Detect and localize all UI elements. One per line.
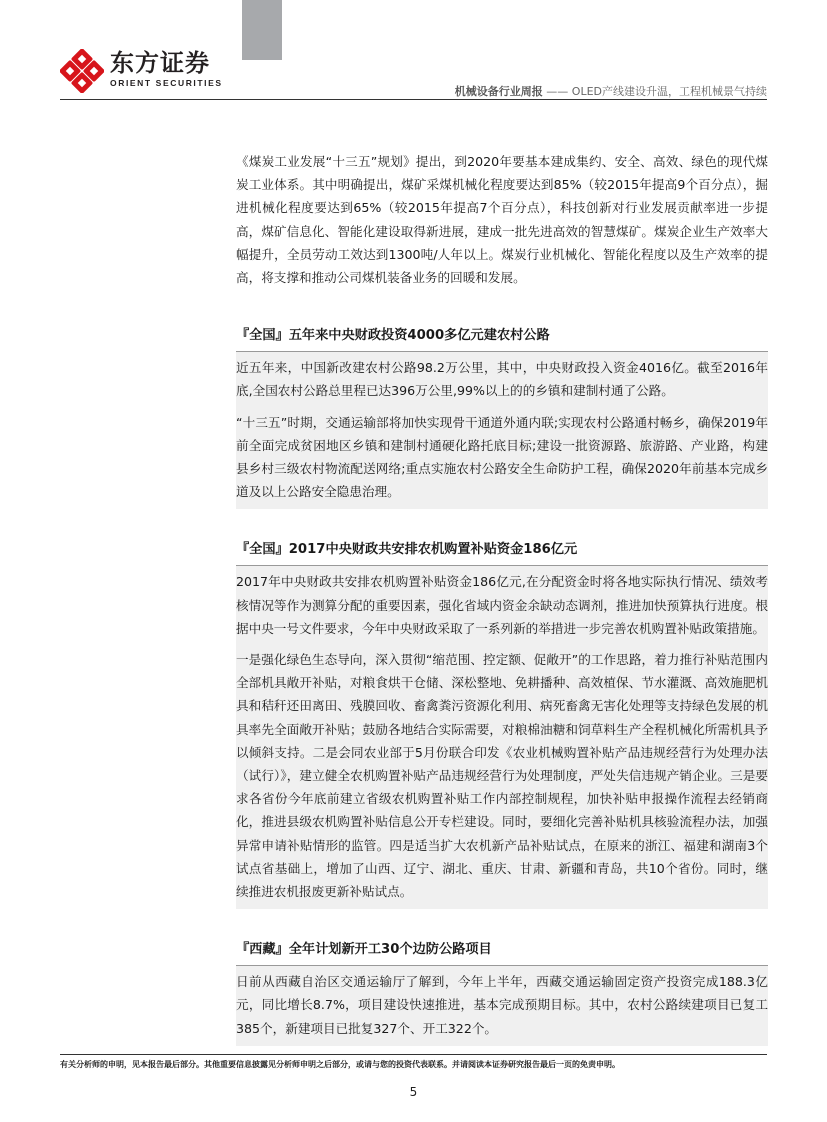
section-content <box>236 966 768 1046</box>
footer-divider <box>60 1054 767 1055</box>
section-rural-roads <box>236 325 768 509</box>
page-number: 5 <box>409 1085 418 1099</box>
section-heading: 『全国』五年来中央财政投资4000多亿元建农村公路 <box>236 325 768 352</box>
body-paragraph: 日前从西藏自治区交通运输厅了解到，今年上半年，西藏交通运输固定资产投资完成188.3亿元，同比增长8.7%，项目建设快速推进，基本完成预期目标。其中，农村公路续建项目已复工385个，新建项目已批复327个、开工322个。 <box>236 974 768 1036</box>
section-heading: 『西藏』全年计划新开工30个边防公路项目 <box>236 939 768 966</box>
body-paragraph: 一是强化绿色生态导向，深入贯彻“缩范围、控定额、促敞开”的工作思路，着力推行补贴范围内全部机具敞开补贴，对粮食烘干仓储、深松整地、免耕播种、高效植保、节水灌溉、高效施肥机具和秸秆还田离田、残膜回收、畜禽粪污资源化利用、病死畜禽无害化处理等支持绿色发展的机具率先全面敞开补贴；鼓励各地结合实际需要，对粮棉油糖和饲草料生产全程机械化所需机具予以倾斜支持。二是会同农业部于5月份联合印发《农业机械购置补贴产品违规经营行为处理办法（试行）》，建立健全农机购置补贴产品违规经营行为处理制度，严处失信违规产销企业。三是要求各省份今年底前建立省级农机购置补贴工作内部控制规程，加快补贴申报操作流程去经销商化，推进县级农机购置补贴信息公开专栏建设。同时，要细化完善补贴机具核验流程办法，加强异常申请补贴情形的监管。四是适当扩大农机新产品补贴试点，在原来的浙江、福建和湖南3个试点省基础上，增加了山西、辽宁、湖北、重庆、甘肃、新疆和青岛，共10个省份。同时，继续推进农机报废更新补贴试点。 <box>236 652 768 900</box>
section-heading: 『全国』2017中央财政共安排农机购置补贴资金186亿元 <box>236 539 768 566</box>
company-logo <box>60 49 223 93</box>
report-subtitle: OLED产线建设升温，工程机械景气持续 <box>571 85 767 98</box>
section-coal-plan <box>236 150 768 289</box>
section-farm-machinery-subsidy <box>236 539 768 909</box>
header-divider <box>60 99 767 100</box>
orient-logo-icon <box>60 49 104 93</box>
body-paragraph: 近五年来，中国新改建农村公路98.2万公里，其中，中央财政投入资金4016亿。截至2016年底,全国农村公路总里程已达396万公里,99%以上的的乡镇和建制村通了公路。 <box>236 360 768 399</box>
report-body <box>236 150 768 1046</box>
footer-disclaimer: 有关分析师的申明，见本报告最后部分。其他重要信息披露见分析师申明之后部分，或请与您的投资代表联系。并请阅读本证券研究报告最后一页的免责申明。 <box>60 1060 620 1069</box>
body-paragraph: 2017年中央财政共安排农机购置补贴资金186亿元,在分配资金时将各地实际执行情况、绩效考核情况等作为测算分配的重要因素，强化省域内资金余缺动态调剂，推进加快预算执行进度。根据中央一号文件要求，今年中央财政采取了一系列新的举措进一步完善农机购置补贴政策措施。 <box>236 574 768 636</box>
logo-english-name: ORIENT SECURITIES <box>110 78 223 88</box>
report-type: 机械设备行业周报 <box>454 85 543 98</box>
section-content <box>236 352 768 509</box>
body-paragraph: 《煤炭工业发展“十三五”规划》提出，到2020年要基本建成集约、安全、高效、绿色的现代煤炭工业体系。其中明确提出，煤矿采煤机械化程度要达到85%（较2015年提高9个百分点），掘进机械化程度要达到65%（较2015年提高7个百分点），科技创新对行业发展贡献率进一步提高，煤矿信息化、智能化建设取得新进展，建成一批先进高效的智慧煤矿。煤炭企业生产效率大幅提升，全员劳动工效达到1300吨/人年以上。煤炭行业机械化、智能化程度以及生产效率的提高，将支撑和推动公司煤机装备业务的回暖和发展。 <box>236 154 768 286</box>
logo-chinese-name: 东方证券 <box>110 49 210 77</box>
body-paragraph: “十三五”时期，交通运输部将加快实现骨干通道外通内联;实现农村公路通村畅乡，确保2019年前全面完成贫困地区乡镇和建制村通硬化路托底目标;建设一批资源路、旅游路、产业路，构建县乡村三级农村物流配送网络;重点实施农村公路安全生命防护工程，确保2020年前基本完成乡道及以上公路安全隐患治理。 <box>236 414 768 500</box>
report-header-title <box>455 83 767 99</box>
header-separator: —— <box>546 85 569 98</box>
section-content <box>236 566 768 909</box>
section-tibet-roads <box>236 939 768 1046</box>
header-gray-block <box>242 0 282 60</box>
